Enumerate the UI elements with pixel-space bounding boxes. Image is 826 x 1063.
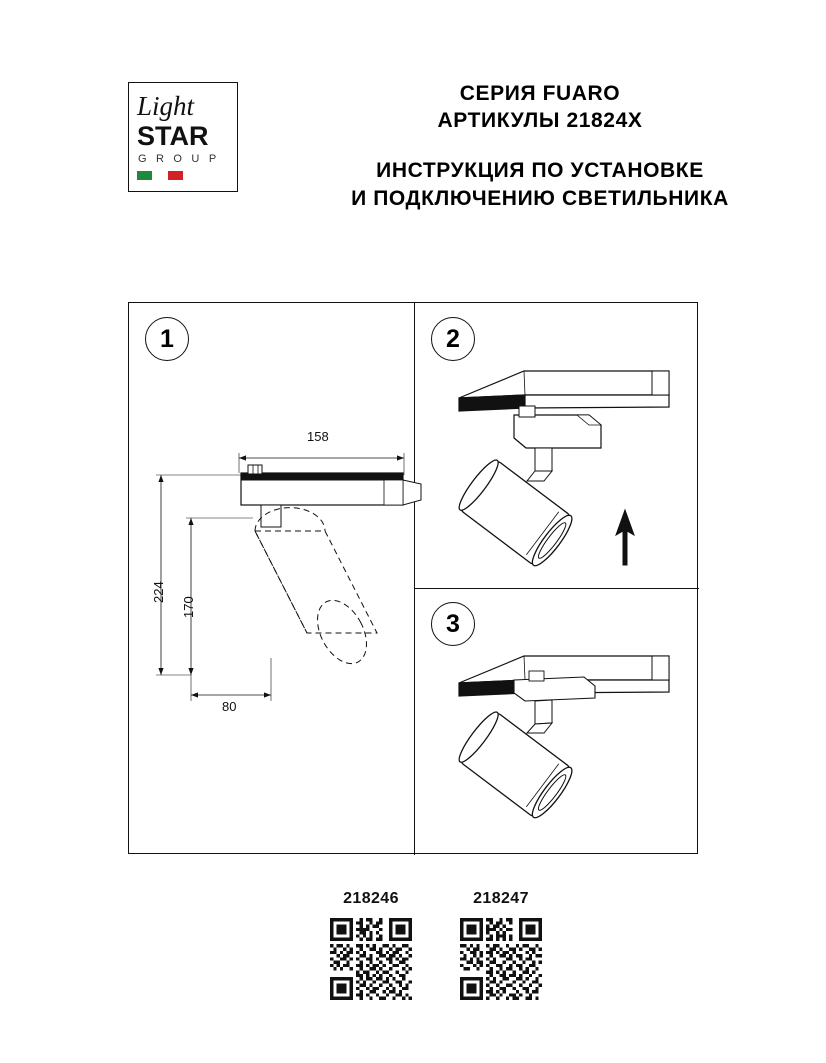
dimension-label-80: 80 bbox=[222, 699, 237, 714]
qr-group-218246 bbox=[311, 890, 431, 1000]
article-title: АРТИКУЛЫ 21824X bbox=[437, 109, 643, 132]
dimension-label-170: 170 bbox=[181, 596, 196, 618]
document-header bbox=[0, 60, 826, 240]
logo-text-group: G R O U P bbox=[138, 153, 220, 165]
dimension-label-158: 158 bbox=[307, 429, 329, 444]
brand-logo bbox=[128, 82, 238, 192]
logo-text-star: STAR bbox=[137, 121, 209, 151]
italian-flag-icon bbox=[137, 171, 183, 180]
instruction-line-2: И ПОДКЛЮЧЕНИЮ СВЕТИЛЬНИКА bbox=[351, 187, 729, 210]
series-title: СЕРИЯ FUARO bbox=[459, 82, 621, 105]
panel-divider-vertical bbox=[414, 303, 415, 855]
up-arrow-icon bbox=[616, 510, 634, 565]
panel-divider-horizontal bbox=[414, 588, 699, 589]
dimension-label-224: 224 bbox=[151, 581, 166, 603]
instruction-panel-grid bbox=[128, 302, 698, 854]
qr-code-icon-1 bbox=[330, 918, 412, 1000]
step-badge-2: 2 bbox=[431, 317, 475, 361]
qr-group-218247 bbox=[441, 890, 561, 1000]
footer-qr-section bbox=[128, 880, 698, 1030]
qr-label-2: 218247 bbox=[473, 890, 529, 907]
qr-code-icon-2 bbox=[460, 918, 542, 1000]
panel-3-drawing bbox=[454, 656, 669, 822]
step-badge-3: 3 bbox=[431, 602, 475, 646]
title-block bbox=[260, 80, 820, 212]
step-badge-1: 1 bbox=[145, 317, 189, 361]
panel-2-drawing bbox=[454, 371, 669, 570]
panel-1-drawing bbox=[156, 453, 421, 701]
instruction-line-1: ИНСТРУКЦИЯ ПО УСТАНОВКЕ bbox=[376, 159, 704, 182]
qr-label-1: 218246 bbox=[343, 890, 399, 907]
logo-text-light: Light bbox=[137, 91, 195, 121]
